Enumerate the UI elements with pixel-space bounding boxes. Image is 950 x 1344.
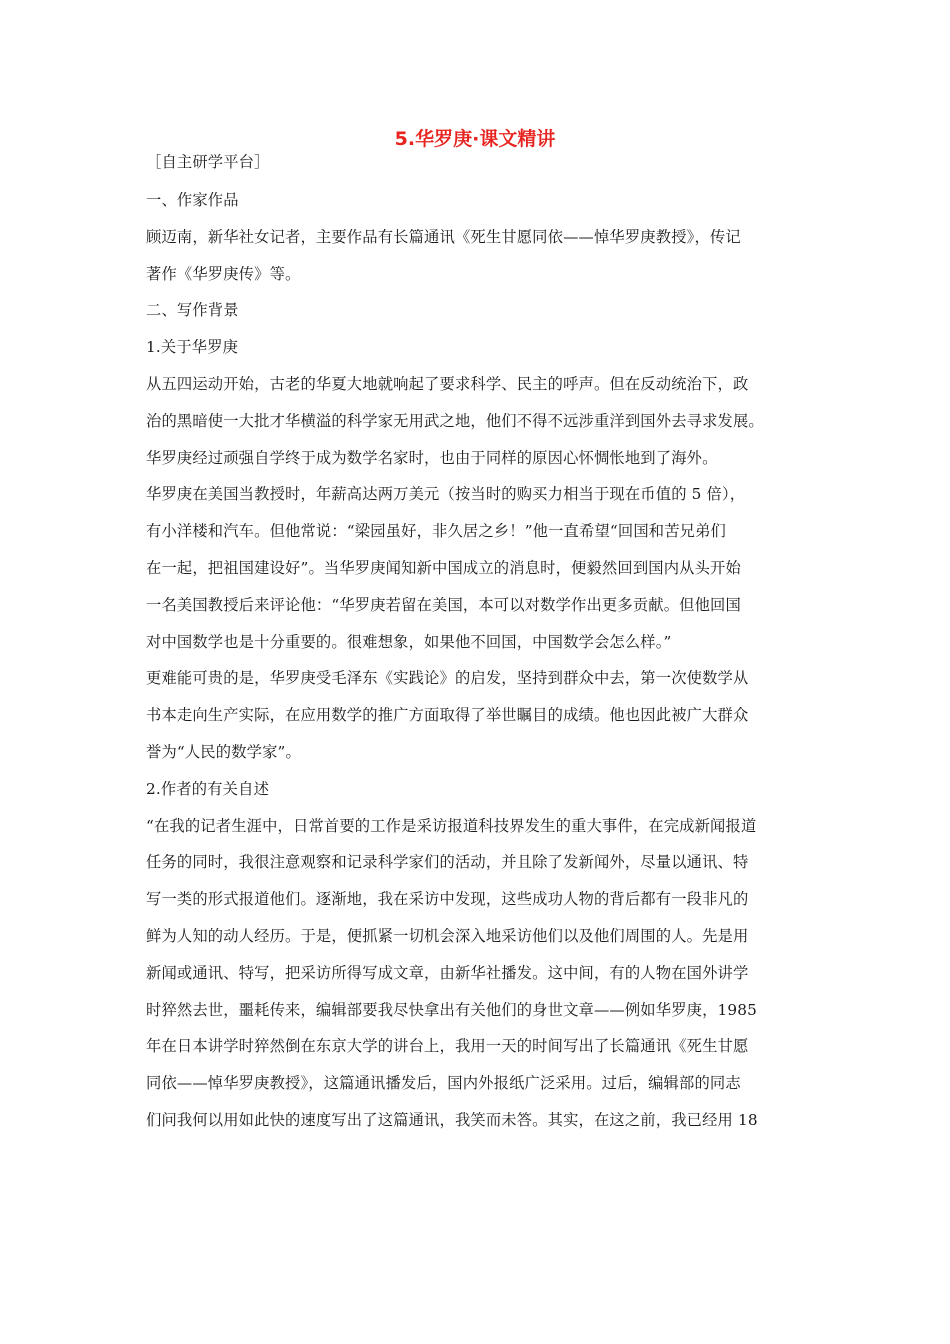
text-line: 年在日本讲学时猝然倒在东京大学的讲台上，我用一天的时间写出了长篇通讯《死生甘愿 (146, 1037, 749, 1056)
document-body (146, 148, 810, 1139)
subheading-about-hua: 1.关于华罗庚 (146, 338, 239, 357)
text-line: 一名美国教授后来评论他：“华罗庚若留在美国，本可以对数学作出更多贡献。但他回国 (146, 595, 741, 614)
text-line: “在我的记者生涯中，日常首要的工作是采访报道科技界发生的重大事件，在完成新闻报道 (146, 816, 757, 835)
heading-background: 二、写作背景 (146, 301, 239, 320)
text-line: 写一类的形式报道他们。逐渐地，我在采访中发现，这些成功人物的背后都有一段非凡的 (146, 890, 749, 909)
text-line: 华罗庚经过顽强自学终于成为数学名家时，也由于同样的原因心怀惆怅地到了海外。 (146, 448, 718, 467)
text-line: 更难能可贵的是，华罗庚受毛泽东《实践论》的启发，坚持到群众中去，第一次使数学从 (146, 669, 749, 688)
text-line: 鲜为人知的动人经历。于是，便抓紧一切机会深入地采访他们以及他们周围的人。先是用 (146, 926, 749, 945)
subheading-author-statement: 2.作者的有关自述 (146, 779, 270, 798)
section-label: ［自主研学平台］ (146, 153, 270, 171)
text-line: 书本走向生产实际，在应用数学的推广方面取得了举世瞩目的成绩。他也因此被广大群众 (146, 706, 749, 725)
text-line: 同依——悼华罗庚教授》，这篇通讯播发后，国内外报纸广泛采用。过后，编辑部的同志 (146, 1074, 741, 1093)
text-line: 在一起，把祖国建设好”。当华罗庚闻知新中国成立的消息时，便毅然回到国内从头开始 (146, 558, 741, 577)
text-line: 任务的同时，我很注意观察和记录科学家们的活动，并且除了发新闻外，尽量以通讯、特 (146, 853, 749, 872)
text-line: 誉为“人民的数学家”。 (146, 742, 301, 761)
text-line: 时猝然去世，噩耗传来，编辑部要我尽快拿出有关他们的身世文章——例如华罗庚，1985 (146, 1000, 758, 1019)
heading-author-works: 一、作家作品 (146, 191, 239, 209)
text-line: 对中国数学也是十分重要的。很难想象，如果他不回国，中国数学会怎么样。” (146, 632, 672, 651)
text-line: 新闻或通讯、特写，把采访所得写成文章，由新华社播发。这中间，有的人物在国外讲学 (146, 963, 749, 982)
page-title: 5.华罗庚·课文精讲 (394, 128, 556, 150)
text-line: 从五四运动开始，古老的华夏大地就响起了要求科学、民主的呼声。但在反动统治下，政 (146, 374, 749, 393)
text-line: 有小洋楼和汽车。但他常说：“梁园虽好，非久居之乡！”他一直希望“回国和苦兄弟们 (146, 522, 727, 541)
text-line: 们问我何以用如此快的速度写出了这篇通讯，我笑而未答。其实，在这之前，我已经用 18 (146, 1110, 758, 1129)
text-line: 著作《华罗庚传》等。 (146, 264, 301, 283)
text-line: 顾迈南，新华社女记者，主要作品有长篇通讯《死生甘愿同依——悼华罗庚教授》，传记 (146, 227, 741, 246)
text-line: 治的黑暗使一大批才华横溢的科学家无用武之地，他们不得不远涉重洋到国外去寻求发展。 (146, 411, 764, 430)
text-line: 华罗庚在美国当教授时，年薪高达两万美元（按当时的购买力相当于现在币值的 5 倍）， (146, 485, 746, 504)
